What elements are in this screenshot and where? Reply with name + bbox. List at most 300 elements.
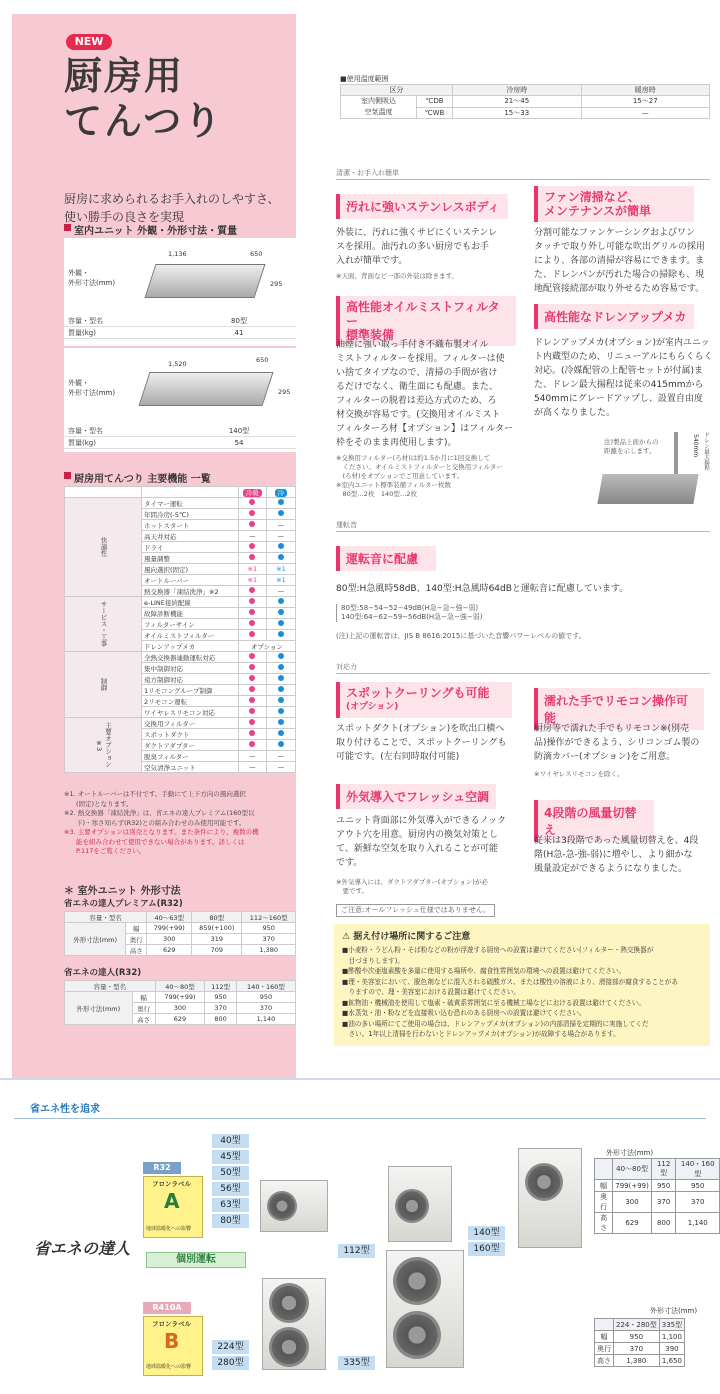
- dim-cell: 950: [614, 1331, 660, 1343]
- f1-b2: 入れが簡単です。: [336, 256, 408, 266]
- feature-cell: [238, 663, 266, 674]
- dim-cell: 1,140: [676, 1213, 720, 1234]
- f2-t1: ファン清掃など、: [544, 190, 640, 204]
- lead-line1: 厨房に求められるお手入れのしやすさ、: [64, 192, 280, 206]
- f6-sub: (オプション): [346, 702, 399, 712]
- f2-b1: タッチで取り外し可能な吹出グリルの採用: [534, 242, 706, 252]
- outdoor-head-cell: 容量・型名: [65, 981, 156, 992]
- indoor-heading: 室内ユニット 外観・外形寸法・質量: [64, 222, 237, 237]
- dim-cell: 高さ: [595, 1355, 614, 1367]
- dot-icon: [249, 741, 255, 747]
- size-chip: 80型: [212, 1214, 249, 1228]
- dim1-table: [594, 1158, 720, 1234]
- dot-icon: [249, 598, 255, 604]
- outdoor-unit-112: [388, 1166, 452, 1242]
- feature-label: ダクトアダプター: [142, 740, 239, 751]
- dot-icon: [278, 697, 284, 703]
- size-224: 224型: [212, 1340, 249, 1354]
- outdoor-cell: 319: [192, 934, 242, 945]
- outdoor-cell: 629: [147, 945, 192, 956]
- outdoor-head-cell: 容量・型名: [65, 912, 147, 923]
- outdoor-row: [65, 923, 296, 934]
- dot-icon: [278, 730, 284, 736]
- dim-head-cell: 40〜80型: [613, 1159, 652, 1180]
- dot-icon: [249, 587, 255, 593]
- indoor-80-box: [64, 238, 296, 346]
- dot-icon: [249, 730, 255, 736]
- dot-icon: [249, 708, 255, 714]
- dim-row: [595, 1355, 685, 1367]
- f7-note: ※ワイヤレスリモコンを除く。: [534, 770, 624, 778]
- dim-head-cell: 112型: [651, 1159, 676, 1180]
- feature-label: フィルターサイン: [142, 619, 239, 630]
- dim-cell: 奥行: [595, 1343, 614, 1355]
- feature-label: 全熱交換器連動運転対応: [142, 652, 239, 663]
- feature-sound-title: 運転音に配慮: [336, 546, 436, 571]
- lead-line2: 使い勝手の良さを実現: [64, 210, 185, 224]
- diag-note-1: 注)製品上面からの: [604, 438, 659, 446]
- f8-n2: 要です。: [336, 887, 368, 895]
- outdoor-table-2-wrap: [64, 980, 296, 1025]
- feature-cell: ※1: [266, 575, 295, 586]
- dot-icon: [278, 631, 284, 637]
- f6-b1: 取り付けることで、スポットクーリングも: [336, 738, 507, 748]
- outdoor-cell: 1,140: [236, 1014, 295, 1025]
- feature-fresh-body: [336, 814, 518, 870]
- feature-cell: [238, 597, 266, 608]
- feature-cell: [238, 619, 266, 630]
- f7-b0: 厨房等で濡れた手でもリモコン※(別売: [534, 724, 690, 734]
- individual-operation-badge: 個別運転: [146, 1252, 246, 1268]
- size-chip: 50型: [212, 1166, 249, 1180]
- dim-head-cell: 140・160型: [676, 1159, 720, 1180]
- indoor-140-box: [64, 348, 296, 452]
- dot-icon: [278, 543, 284, 549]
- warning-line: ■油の多い場所にてご使用の場合は、ドレンアップメカ(オプション)の内部清掃を定期的に実施してくだ: [342, 1019, 649, 1028]
- feature-label: オートルーバー: [142, 575, 239, 586]
- feature-cell: [266, 740, 295, 751]
- size-chip: 63型: [212, 1198, 249, 1212]
- feature-label: 集中制御対応: [142, 663, 239, 674]
- feature-maint-body: [534, 226, 714, 296]
- freon-label-text-b: フロンラベル: [152, 1320, 191, 1328]
- category-clean: 清潔・お手入れ簡単: [336, 168, 710, 180]
- dot-icon: [278, 664, 284, 670]
- std-label: 省エネの達人(R32): [64, 968, 142, 978]
- outdoor-head-row: [65, 981, 296, 992]
- outdoor-cell: 950: [242, 923, 296, 934]
- feature-remote-body: [534, 722, 714, 764]
- outdoor-cell: 300: [155, 1003, 204, 1014]
- dims-label-2: 外形寸法(mm): [68, 279, 116, 287]
- feature-label: 風向選択(固定): [142, 564, 239, 575]
- dot-icon: [278, 741, 284, 747]
- feature-cell: [266, 696, 295, 707]
- feature-cell: [238, 509, 266, 520]
- bottom-divider: [0, 1078, 720, 1080]
- feature-cell: [266, 707, 295, 718]
- f3-b4: フィルターの脱着は差込方式のため、ろ: [336, 396, 497, 406]
- feature-label: ドライ: [142, 542, 239, 553]
- dims-label-1: 外観・: [68, 269, 89, 277]
- installation-warning: [334, 924, 710, 1046]
- temp-group-2: 空気温度: [364, 108, 393, 116]
- size-280: 280型: [212, 1356, 249, 1370]
- f3-b1: ミストフィルターを採用。フィルターは使: [336, 354, 505, 364]
- f2-b3: た、ドレンパンが汚れた場合の掃除も、現: [534, 270, 705, 280]
- f6-b0: スポットダクト(オプション)を吹出口横へ: [336, 724, 505, 734]
- temp-r0c0: ℃DB: [417, 96, 453, 108]
- features-table-wrap: [64, 486, 296, 773]
- warning-line: ■水蒸気・油・粉などを直接吸い込む恐れのある厨房への設置は避けてください。: [342, 1009, 586, 1017]
- feature-cell: [238, 685, 266, 696]
- f4-b0: ドレンアップメカ(オプション)が室内ユニッ: [534, 338, 710, 348]
- dot-icon: [249, 719, 255, 725]
- brand-logo: 省エネの達人: [34, 1239, 131, 1258]
- outdoor-cell: 799(+99): [155, 992, 204, 1003]
- feature-drain-body: [534, 336, 714, 420]
- f8-b3: です。: [336, 858, 363, 868]
- feature-spot-title: [336, 682, 512, 718]
- dims-label: [68, 268, 115, 288]
- note2a: ※2. 熱交換器「凍結洗浄」は、省エネの達人プレミアム(160型以: [64, 809, 255, 817]
- warning-lines: [342, 945, 704, 1040]
- dim-cell: 370: [614, 1343, 660, 1355]
- dim-row: [595, 1343, 685, 1355]
- outdoor-unit-140: [518, 1148, 582, 1248]
- feature-row: [65, 718, 296, 729]
- f9-b1: 階(H急-急-強-弱)に増やし、より細かな: [534, 850, 693, 860]
- feature-maint-title: [534, 186, 694, 222]
- feature-cell: [238, 674, 266, 685]
- feature-cell: ※1: [238, 564, 266, 575]
- outdoor-cell: 800: [205, 1014, 237, 1025]
- f8-n1: ※外気導入には、ダクトアダプター(オプション)が必: [336, 878, 488, 886]
- feature-cell: —: [238, 531, 266, 542]
- f3-n0: ※交換用フィルター(ろ材)は約1.5か月に1回交換して: [336, 454, 491, 462]
- feature-sound-body: 80型:H急風時58dB、140型:H急風時64dBと運転音に配慮しています。: [336, 584, 629, 594]
- f3-t1: 高性能オイルミストフィルター: [346, 300, 500, 328]
- feature-remote-title: 濡れた手でリモコン操作可能: [534, 688, 704, 730]
- feature-label: タイマー運転: [142, 498, 239, 509]
- warning-line: 目づまりします)。: [342, 956, 404, 965]
- dims-label-b2: 外形寸法(mm): [68, 389, 116, 397]
- dot-icon: [278, 675, 284, 681]
- f3-n4: 80型…2枚 140型…2枚: [336, 490, 417, 498]
- feature-label: 空気清浄ユニット: [142, 762, 239, 773]
- diag-note-2: 距離を示します。: [604, 447, 656, 455]
- warning-line: さい。1年以上清掃を行わないとドレンアップメカ(オプション)が故障する場合があります。: [342, 1030, 620, 1038]
- dot-icon: [278, 708, 284, 714]
- dim-cell: 300: [613, 1192, 652, 1213]
- title-line1: 厨房用: [64, 54, 185, 98]
- premium-label: 省エネの達人プレミアム(R32): [64, 899, 183, 909]
- dot-icon: [278, 598, 284, 604]
- f4-b4: 540mmにグレードアップし、設置自由度: [534, 394, 703, 404]
- f1-b0: 外装に、汚れに強くサビにくいステンレ: [336, 228, 498, 238]
- feature-cell: [238, 553, 266, 564]
- feature-cell: [238, 630, 266, 641]
- outdoor-table-1: [64, 911, 296, 956]
- outdoor-head-cell: 140・160型: [236, 981, 295, 992]
- dim-cell: 370: [651, 1192, 676, 1213]
- feature-oil-notes: [336, 454, 522, 499]
- dot-icon: [249, 697, 255, 703]
- dim-row: [595, 1331, 685, 1343]
- dim-cell: 1,100: [659, 1331, 684, 1343]
- f8-b0: ユニット背面部に外気導入ができるノック: [336, 816, 507, 826]
- dot-icon: [249, 653, 255, 659]
- feature-cell: —: [266, 531, 295, 542]
- size-chip: 40型: [212, 1134, 249, 1148]
- feature-label: オイルミストフィルター: [142, 630, 239, 641]
- f9-b0: 従来は3段階であった風量切替えを、4段: [534, 836, 699, 846]
- feature-cell: [238, 520, 266, 531]
- feature-label: 故障診断機能: [142, 608, 239, 619]
- temp-r1c0: ℃WB: [417, 107, 453, 119]
- feature-row: [65, 652, 296, 663]
- feature-fresh-title: 外気導入でフレッシュ空調: [336, 784, 496, 809]
- bottom-rule: [14, 1118, 706, 1119]
- feature-cell: [238, 542, 266, 553]
- outdoor-group: 外形寸法(mm): [65, 923, 126, 956]
- freon-label-a: [143, 1176, 203, 1238]
- dim-cell: 幅: [595, 1331, 614, 1343]
- feature-cell: —: [266, 751, 295, 762]
- outdoor-cell: 300: [147, 934, 192, 945]
- temp-table-wrap: [340, 84, 710, 119]
- dim-cell: 950: [651, 1180, 676, 1192]
- f3-b6: フィルターろ材【オプション】はフィルター: [336, 424, 514, 434]
- dot-icon: [249, 521, 255, 527]
- dim-row: [595, 1180, 720, 1192]
- outdoor-head-cell: 40〜80型: [155, 981, 204, 992]
- dim-row: [595, 1192, 720, 1213]
- f3-b5: 材交換が容易です。(交換用オイルミスト: [336, 410, 501, 420]
- grade-b: B: [164, 1329, 180, 1353]
- feature-oil-body: [336, 338, 518, 450]
- dim2-caption: 外形寸法(mm): [650, 1307, 698, 1315]
- fan-icon-2: [395, 1189, 429, 1223]
- diag-label: ドレン最大揚程: [703, 432, 709, 471]
- outdoor-row: [65, 992, 296, 1003]
- note3a: ※3. 主要オプションは別売となります。また条件により、複数の機: [64, 828, 259, 836]
- f7-b2: 防滴カバー(オプション)をご用意。: [534, 752, 676, 762]
- feature-fan-body: [534, 834, 714, 876]
- f2-b2: により、各部の清掃が容易にできます。ま: [534, 256, 705, 266]
- f4-b5: が高くなりました。: [534, 408, 616, 418]
- bottom-title: 省エネ性を追求: [30, 1104, 100, 1115]
- r32-label-card: [143, 1162, 203, 1240]
- dim2-wrap: [594, 1318, 685, 1367]
- feature-spot-body: [336, 722, 518, 764]
- category-ability: 対応力: [336, 662, 710, 674]
- dim-head-row: [595, 1319, 685, 1331]
- feature-group: サービス・工事: [65, 597, 142, 652]
- note3b: 能を組み合わせて使用できない場合があります。詳しくは: [76, 837, 245, 846]
- dot-icon: [278, 620, 284, 626]
- outdoor-table-1-wrap: [64, 911, 296, 956]
- dim-cell: 390: [659, 1343, 684, 1355]
- feature-notes: [64, 790, 294, 857]
- dot-icon: [278, 554, 284, 560]
- drain-diagram: [534, 428, 710, 510]
- dim-cell: 799(+99): [613, 1180, 652, 1192]
- outdoor-heading: ＊ 室外ユニット 外形寸法: [64, 886, 181, 897]
- temp-r1c1: 15〜33: [453, 107, 582, 119]
- dot-icon: [249, 675, 255, 681]
- feature-drain-title: 高性能なドレンアップメカ: [534, 304, 694, 329]
- outdoor-head-cell: 40〜63型: [147, 912, 192, 923]
- f3-b0: 油煙に強い取っ手付き不織布製オイル: [336, 340, 489, 350]
- outdoor-cell: 幅: [126, 923, 147, 934]
- warning-icon: ⚠: [342, 932, 351, 942]
- outdoor-table-2: [64, 980, 296, 1025]
- model-row-80: 容量・型名 80型: [64, 316, 296, 327]
- feature-cell: [266, 553, 295, 564]
- outdoor-head-cell: 80型: [192, 912, 242, 923]
- outdoor-unit-224: [262, 1278, 326, 1370]
- f2-b4: 地配管接続部が取り外せるため容易です。: [534, 284, 705, 294]
- dot-icon: [249, 664, 255, 670]
- f3-b7: 枠をそのまま再使用します)。: [336, 438, 457, 448]
- feature-cell: [238, 707, 266, 718]
- feature-cell: [266, 498, 295, 509]
- fresh-caution-box: ご注意:オールフレッシュ仕様ではありません。: [336, 904, 495, 917]
- f8-b2: て、新鮮な空気を取り入れることが可能: [336, 844, 498, 854]
- fan-icon-5: [269, 1327, 309, 1367]
- dot-icon: [278, 510, 284, 516]
- feature-label: ドレンアップメカ: [142, 641, 239, 652]
- feature-label: e-LINE接続配線: [142, 597, 239, 608]
- dot-icon: [249, 510, 255, 516]
- temp-head-1: 冷房時: [453, 85, 582, 96]
- sound-b1: 80型:58−54−52−49dB(H急−急−強−弱): [341, 604, 479, 612]
- fan-icon-6: [393, 1257, 441, 1305]
- feature-cell: ※1: [238, 575, 266, 586]
- page-title: [64, 54, 223, 144]
- dim-head-cell: 224・280型: [614, 1319, 660, 1331]
- depth-140: 650: [256, 356, 269, 364]
- feature-cell: [238, 718, 266, 729]
- feature-cell: [266, 718, 295, 729]
- dim-head-row: [595, 1159, 720, 1180]
- feature-cell: —: [238, 762, 266, 773]
- note2b: 下)・寒さ知らず(R32)との組み合わせのみ使用可能です。: [76, 818, 246, 827]
- dim-cell: 高さ: [595, 1213, 613, 1234]
- outdoor-cell: 1,380: [242, 945, 296, 956]
- warning-line: ■理・美容室において、脱色剤などに混入される硫酸ガス、または酸性の溶液により、滑接部が腐食することがあ: [342, 977, 678, 986]
- warning-heading: [342, 929, 470, 942]
- dot-icon: [278, 609, 284, 615]
- feature-group: 制御: [65, 652, 142, 718]
- grade-a: A: [164, 1189, 180, 1213]
- dot-icon: [249, 554, 255, 560]
- feature-cell: [238, 740, 266, 751]
- label-sub-a: 地球温暖化への影響: [146, 1226, 192, 1232]
- fan-icon-7: [393, 1311, 441, 1359]
- temp-title: ■使用温度範囲: [340, 75, 389, 83]
- feature-cell: [266, 619, 295, 630]
- outdoor-unit-small: [260, 1180, 328, 1232]
- outdoor-unit-335: [386, 1250, 464, 1368]
- sound-note: (注)上記の運転音は、JIS B 8616:2015に基づいた音響パワーレベルの値です。: [336, 632, 586, 640]
- size-chip: 45型: [212, 1150, 249, 1164]
- new-badge: NEW: [66, 34, 112, 50]
- outdoor-cell: 高さ: [126, 945, 147, 956]
- feature-cell: [238, 696, 266, 707]
- feature-cell: ※1: [266, 564, 295, 575]
- outdoor-cell: 370: [236, 1003, 295, 1014]
- dim-cell: 800: [651, 1213, 676, 1234]
- fan-icon-3: [525, 1163, 563, 1201]
- f3-t2: 標準装備: [346, 328, 395, 342]
- feature-label: 年間冷房(-5℃): [142, 509, 239, 520]
- dim-cell: 629: [613, 1213, 652, 1234]
- dot-icon: [278, 719, 284, 725]
- r410a-label-card: [143, 1302, 203, 1380]
- dot-icon: [249, 499, 255, 505]
- feature-group: 快適性: [65, 498, 142, 597]
- temp-head-0: 区分: [341, 85, 453, 96]
- model-row-140: 容量・型名 140型: [64, 426, 296, 437]
- feature-label: ホットスタート: [142, 520, 239, 531]
- warning-line: りますので、理・美容室における設置は避けてください。: [342, 988, 520, 996]
- f1-b1: スを採用。油汚れの多い厨房でもお手: [336, 242, 490, 252]
- feature-cell: [238, 498, 266, 509]
- outdoor-head-cell: 112型: [205, 981, 237, 992]
- dim-head-cell: [595, 1159, 613, 1180]
- note3c: P.117をご覧ください。: [76, 847, 146, 855]
- feature-cell: [266, 663, 295, 674]
- sound-b2: 140型:64−62−59−56dB(H急−急−強−弱): [341, 613, 483, 621]
- f3-n1: ください。オイルミストフィルターと交換用フィルター: [336, 463, 503, 471]
- feature-label: 熱交換器「凍結洗浄」※2: [142, 586, 239, 597]
- f8-b1: アウト穴を用意。厨房内の換気対策とし: [336, 830, 499, 840]
- dims-label-b1: 外観・: [68, 379, 89, 387]
- title-line2: てんつり: [64, 99, 224, 143]
- size-160: 160型: [468, 1242, 505, 1256]
- dim-cell: 奥行: [595, 1192, 613, 1213]
- outdoor-cell: 799(+99): [147, 923, 192, 934]
- outdoor-cell: 950: [205, 992, 237, 1003]
- feature-stainless-title: 汚れに強いステンレスボディ: [336, 194, 508, 219]
- outdoor-cell: 奥行: [132, 1003, 155, 1014]
- f3-b2: い捨てタイプなので、清掃の手間が省け: [336, 368, 498, 378]
- f3-n2: (ろ材)をオプションでご用意しています。: [336, 472, 464, 480]
- outdoor-group: 外形寸法(mm): [65, 992, 133, 1025]
- outdoor-cell: 370: [205, 1003, 237, 1014]
- feature-row: [65, 597, 296, 608]
- f1-note: ※天面、背面など一部の外装は除きます。: [336, 272, 458, 280]
- outdoor-cell: 370: [242, 934, 296, 945]
- warning-line: ■鉱物油・機械油を使用して塩素・硫黄系雰囲気に至る機械工場などにおける設置は避けてください。: [342, 998, 645, 1007]
- feature-cell: [266, 729, 295, 740]
- f4-b2: 対応。(冷媒配管の上配管セットが付属)ま: [534, 366, 704, 376]
- dot-icon: [249, 620, 255, 626]
- f2-t2: メンテナンスが簡単: [544, 204, 652, 218]
- features-heading: 厨房用てんつり 主要機能 一覧: [64, 470, 211, 485]
- outdoor-head-cell: 112〜160型: [242, 912, 296, 923]
- outdoor-head-row: [65, 912, 296, 923]
- freon-label-text-a: フロンラベル: [152, 1180, 191, 1188]
- lead-text: [64, 190, 280, 226]
- feature-label: 遠方制御対応: [142, 674, 239, 685]
- f9-b2: 風量設定ができるようになりました。: [534, 864, 688, 874]
- feature-cell: [266, 509, 295, 520]
- dot-icon: [249, 543, 255, 549]
- temp-group: [341, 96, 417, 119]
